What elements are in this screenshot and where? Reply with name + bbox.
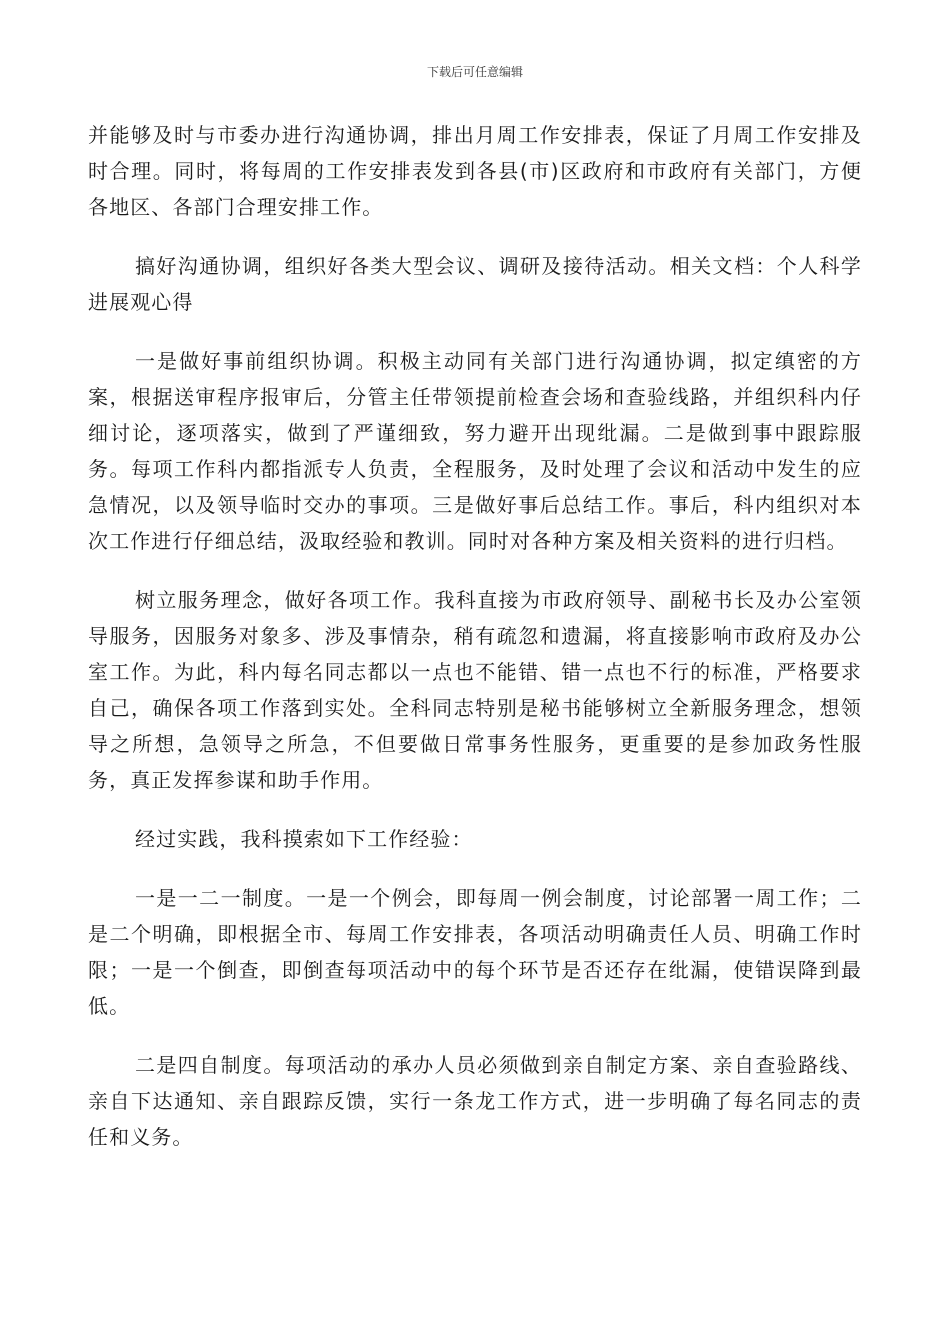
paragraph-organization: 一是做好事前组织协调。积极主动同有关部门进行沟通协调，拟定缜密的方案，根据送审程序报审后，分管主任带领提前检查会场和查验线路，并组织科内仔细讨论，逐项落实，做到了严谨细致，努力避开出现纰漏。二是做到事中跟踪服务。每项工作科内都指派专人负责，全程服务，及时处理了会议和活动中发生的应急情况，以及领导临时交办的事项。三是做好事后总结工作。事后，科内组织对本次工作进行仔细总结，汲取经验和教训。同时对各种方案及相关资料的进行归档。 <box>88 349 862 553</box>
document-body <box>88 117 862 1178</box>
paragraph-four-self-system: 二是四自制度。每项活动的承办人员必须做到亲自制定方案、亲自查验路线、亲自下达通知、亲自跟踪反馈，实行一条龙工作方式，进一步明确了每名同志的责任和义务。 <box>88 1053 862 1149</box>
paragraph-continued: 并能够及时与市委办进行沟通协调，排出月周工作安排表，保证了月周工作安排及时合理。同时，将每周的工作安排表发到各县(市)区政府和市政府有关部门，方便各地区、各部门合理安排工作。 <box>88 123 862 219</box>
paragraph-service-concept: 树立服务理念，做好各项工作。我科直接为市政府领导、副秘书长及办公室领导服务，因服务对象多、涉及事情杂，稍有疏忽和遗漏，将直接影响市政府及办公室工作。为此，科内每名同志都以一点也不能错、错一点也不行的标准，严格要求自己，确保各项工作落到实处。全科同志特别是秘书能够树立全新服务理念，想领导之所想，急领导之所急，不但要做日常事务性服务，更重要的是参加政务性服务，真正发挥参谋和助手作用。 <box>88 588 862 792</box>
paragraph-experience-intro: 经过实践，我科摸索如下工作经验： <box>135 827 473 851</box>
page-header: 下载后可任意编辑 <box>426 65 523 79</box>
paragraph-121-system: 一是一二一制度。一是一个例会，即每周一例会制度，讨论部署一周工作；二是二个明确，即根据全市、每周工作安排表，各项活动明确责任人员、明确工作时限；一是一个倒查，即倒查每项活动中的每个环节是否还存在纰漏，使错误降到最低。 <box>88 886 862 1018</box>
paragraph-coordination: 搞好沟通协调，组织好各类大型会议、调研及接待活动。相关文档：个人科学进展观心得 <box>88 254 862 314</box>
